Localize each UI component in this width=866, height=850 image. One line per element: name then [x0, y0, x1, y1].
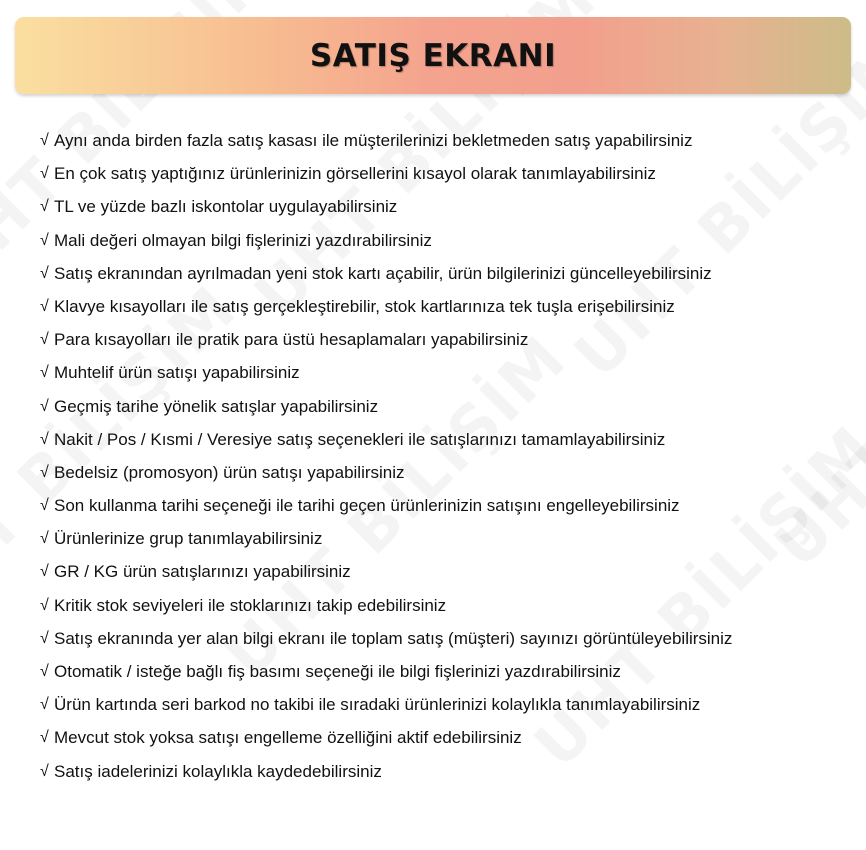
checkmark-icon: √ — [40, 331, 49, 349]
feature-text: Para kısayolları ile pratik para üstü hesaplamaları yapabilirsiniz — [54, 330, 529, 350]
feature-item — [40, 194, 732, 227]
feature-text: En çok satış yaptığınız ürünlerinizin görsellerini kısayol olarak tanımlayabilirsiniz — [54, 164, 656, 184]
page-title: SATIŞ EKRANI — [309, 37, 557, 74]
feature-item — [40, 460, 732, 493]
checkmark-icon: √ — [40, 530, 49, 548]
feature-item — [40, 228, 732, 261]
checkmark-icon: √ — [40, 762, 49, 780]
feature-item — [40, 559, 732, 592]
feature-text: Ürün kartında seri barkod no takibi ile sıradaki ürünlerinizi kolaylıkla tanımlayabilirsiniz — [54, 695, 701, 715]
feature-text: Son kullanma tarihi seçeneği ile tarihi geçen ürünlerinizin satışını engelleyebilirsiniz — [54, 496, 680, 516]
feature-text: Aynı anda birden fazla satış kasası ile müşterilerinizi bekletmeden satış yapabilirsiniz — [54, 131, 693, 150]
feature-text: Klavye kısayolları ile satış gerçekleştirebilir, stok kartlarınıza tek tuşla erişebilirsiniz — [54, 296, 675, 316]
checkmark-icon: √ — [40, 165, 49, 183]
feature-item — [40, 493, 732, 526]
feature-text: Mali değeri olmayan bilgi fişlerinizi yazdırabilirsiniz — [54, 230, 432, 250]
checkmark-icon: √ — [40, 729, 49, 747]
checkmark-icon: √ — [40, 397, 49, 415]
checkmark-icon: √ — [40, 663, 49, 680]
checkmark-icon: √ — [40, 231, 49, 249]
checkmark-icon: √ — [40, 198, 49, 216]
feature-text: Nakit / Pos / Kısmi / Veresiye satış seçenekleri ile satışlarınızı tamamlayabilirsiniz — [54, 429, 666, 449]
feature-item — [40, 128, 732, 161]
checkmark-icon: √ — [40, 297, 49, 315]
checkmark-icon: √ — [40, 264, 49, 282]
feature-item — [40, 161, 732, 194]
feature-item — [40, 593, 732, 626]
page-header — [15, 17, 851, 94]
feature-text: Satış ekranından ayrılmadan yeni stok kartı açabilir, ürün bilgilerinizi güncelleyebilirsiniz — [54, 263, 712, 283]
feature-item — [40, 261, 732, 294]
checkmark-icon: √ — [40, 563, 49, 581]
feature-text: Satış ekranında yer alan bilgi ekranı ile toplam satış (müşteri) sayınızı görüntüleyebilirsiniz — [54, 628, 733, 648]
feature-text: GR / KG ürün satışlarınızı yapabilirsiniz — [54, 562, 351, 582]
feature-text: Satış iadelerinizi kolaylıkla kaydedebilirsiniz — [54, 761, 382, 781]
checkmark-icon: √ — [40, 132, 49, 149]
feature-text: Kritik stok seviyeleri ile stoklarınızı takip edebilirsiniz — [54, 595, 447, 615]
feature-item — [40, 659, 732, 692]
feature-text: Bedelsiz (promosyon) ürün satışı yapabilirsiniz — [54, 462, 405, 482]
feature-text: Ürünlerinize grup tanımlayabilirsiniz — [54, 529, 323, 549]
feature-item — [40, 360, 732, 393]
checkmark-icon: √ — [40, 430, 49, 448]
feature-text: TL ve yüzde bazlı iskontolar uygulayabilirsiniz — [54, 197, 398, 217]
feature-item — [40, 294, 732, 327]
feature-item — [40, 626, 732, 659]
feature-text: Geçmiş tarihe yönelik satışlar yapabilirsiniz — [54, 396, 379, 416]
watermark-text — [760, 211, 866, 581]
feature-item — [40, 725, 732, 758]
feature-text: Muhtelif ürün satışı yapabilirsiniz — [54, 363, 300, 383]
feature-list — [40, 128, 732, 792]
checkmark-icon: √ — [40, 364, 49, 382]
feature-item — [40, 692, 732, 725]
checkmark-icon: √ — [40, 696, 49, 714]
checkmark-icon: √ — [40, 629, 49, 647]
checkmark-icon: √ — [40, 463, 49, 481]
feature-item — [40, 394, 732, 427]
feature-item — [40, 759, 732, 792]
feature-text: Otomatik / isteğe bağlı fiş basımı seçeneği ile bilgi fişlerinizi yazdırabilirsiniz — [54, 662, 621, 681]
feature-item — [40, 526, 732, 559]
checkmark-icon: √ — [40, 497, 49, 515]
feature-text: Mevcut stok yoksa satışı engelleme özelliğini aktif edebilirsiniz — [54, 728, 522, 748]
checkmark-icon: √ — [40, 596, 49, 614]
feature-item — [40, 327, 732, 360]
feature-item — [40, 427, 732, 460]
